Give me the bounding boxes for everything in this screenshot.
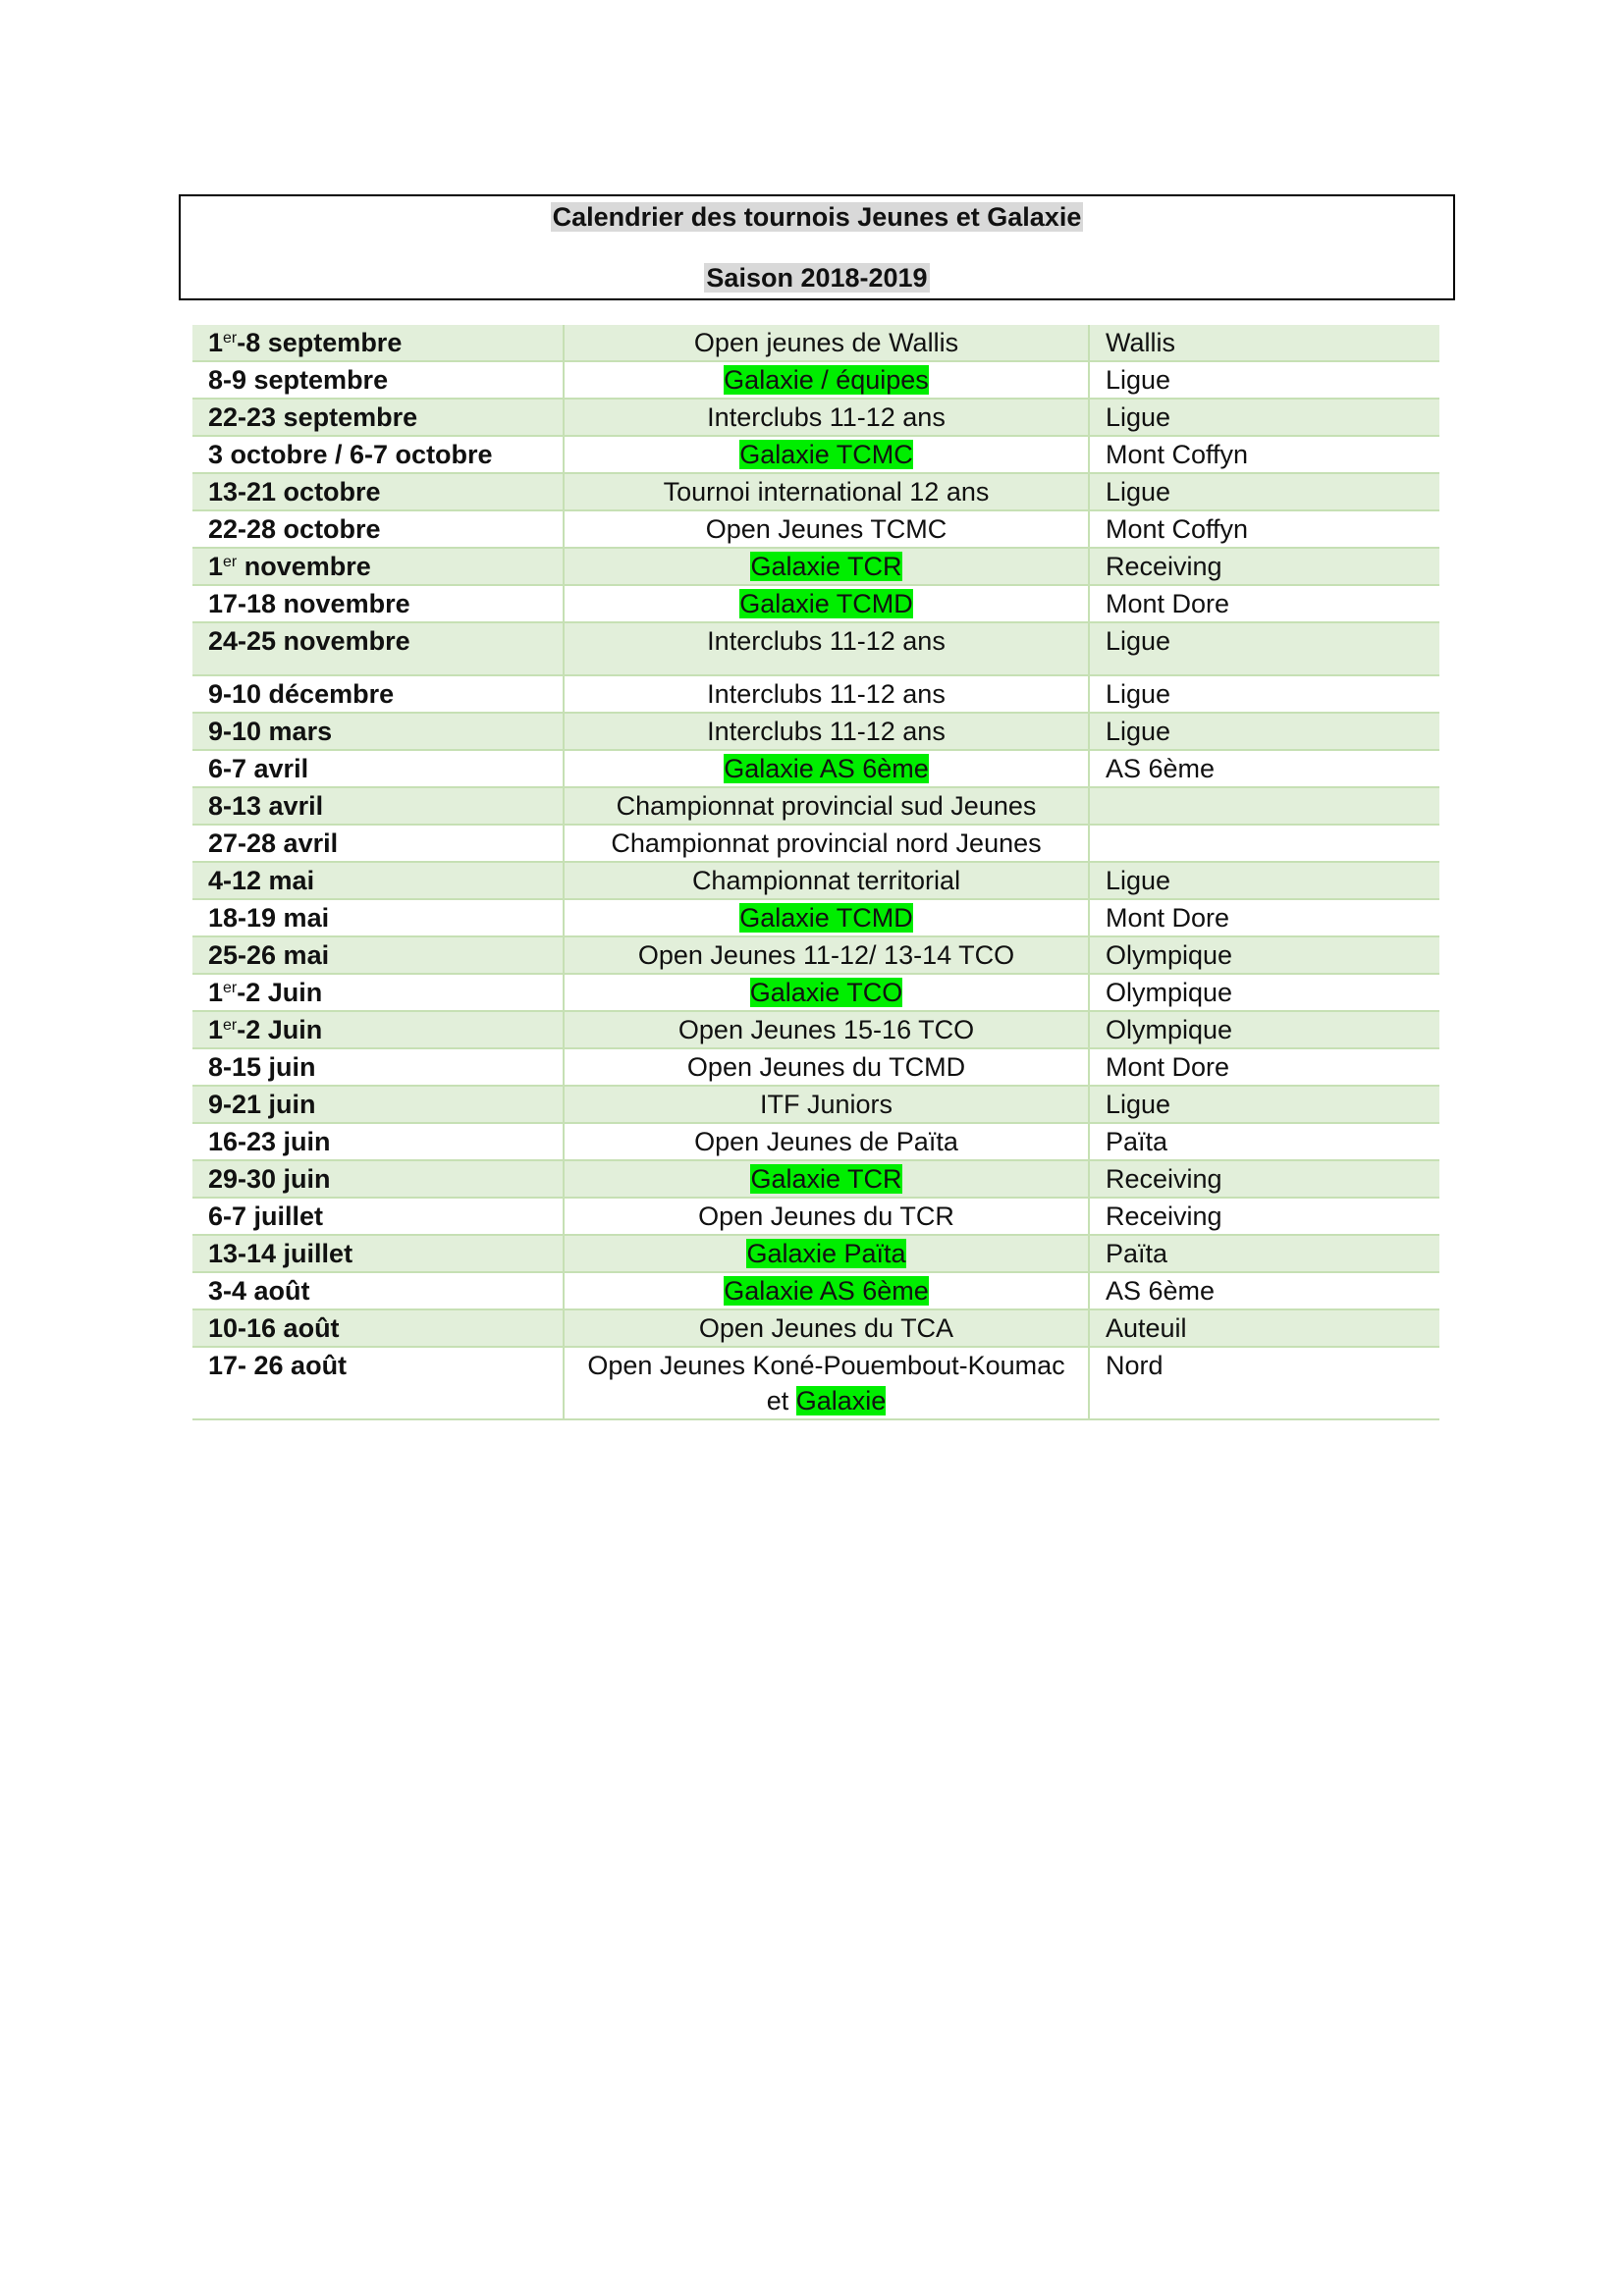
place-cell xyxy=(1089,899,1439,936)
date-text: -2 Juin xyxy=(237,1015,323,1044)
place-name: AS 6ème xyxy=(1106,1276,1216,1306)
place-cell xyxy=(1089,1123,1439,1160)
event-cell xyxy=(564,675,1089,713)
calendar-row xyxy=(192,936,1439,974)
event-name: Interclubs 11-12 ans xyxy=(707,679,946,709)
date-cell xyxy=(192,899,564,936)
place-cell xyxy=(1089,1347,1439,1419)
place-cell xyxy=(1089,1011,1439,1048)
place-name: Olympique xyxy=(1106,940,1233,970)
event-name: Galaxie / équipes xyxy=(724,365,929,395)
place-name: Wallis xyxy=(1106,328,1175,357)
event-name: Galaxie AS 6ème xyxy=(724,754,929,783)
event-cell xyxy=(564,1086,1089,1123)
calendar-row xyxy=(192,675,1439,713)
calendar-row xyxy=(192,825,1439,862)
event-name: Galaxie TCMC xyxy=(739,440,913,469)
place-cell xyxy=(1089,473,1439,510)
place-name: Mont Coffyn xyxy=(1106,440,1249,469)
place-cell xyxy=(1089,1048,1439,1086)
place-name: Ligue xyxy=(1106,402,1171,432)
place-cell xyxy=(1089,585,1439,622)
event-cell xyxy=(564,825,1089,862)
place-name: Païta xyxy=(1106,1127,1168,1156)
calendar-row xyxy=(192,1011,1439,1048)
place-name: Olympique xyxy=(1106,978,1233,1007)
event-name: Open Jeunes du TCR xyxy=(698,1201,954,1231)
date-cell xyxy=(192,1011,564,1048)
event-name-line2: et xyxy=(766,1386,796,1415)
event-cell xyxy=(564,974,1089,1011)
place-name: Receiving xyxy=(1106,1201,1222,1231)
event-name: Galaxie TCR xyxy=(750,552,902,581)
event-cell xyxy=(564,1198,1089,1235)
event-name-highlight: Galaxie xyxy=(795,1386,887,1415)
date-prefix: 1 xyxy=(208,552,224,581)
place-name: Mont Dore xyxy=(1106,1052,1230,1082)
date-ordinal-suffix: er xyxy=(223,330,238,347)
event-name: Open Jeunes 15-16 TCO xyxy=(677,1015,975,1044)
calendar-row xyxy=(192,899,1439,936)
event-cell xyxy=(564,899,1089,936)
event-cell xyxy=(564,548,1089,585)
calendar-row xyxy=(192,1272,1439,1309)
event-name: Galaxie TCMD xyxy=(739,589,913,618)
date-cell xyxy=(192,1272,564,1309)
event-name: Galaxie TCR xyxy=(750,1164,902,1194)
date-text: 6-7 juillet xyxy=(208,1201,324,1231)
place-cell xyxy=(1089,1309,1439,1347)
place-name: Ligue xyxy=(1106,477,1171,507)
event-cell xyxy=(564,936,1089,974)
calendar-row xyxy=(192,787,1439,825)
event-name: Championnat territorial xyxy=(691,866,961,895)
date-cell xyxy=(192,1160,564,1198)
date-prefix: 1 xyxy=(208,978,224,1007)
date-cell xyxy=(192,622,564,675)
event-name: Championnat provincial sud Jeunes xyxy=(616,791,1037,821)
date-ordinal-suffix: er xyxy=(223,554,238,570)
date-text: 25-26 mai xyxy=(208,940,330,970)
place-cell xyxy=(1089,1160,1439,1198)
place-name: Ligue xyxy=(1106,717,1171,746)
date-cell xyxy=(192,1048,564,1086)
calendar-row xyxy=(192,862,1439,899)
event-cell xyxy=(564,473,1089,510)
event-cell xyxy=(564,510,1089,548)
place-name: Mont Coffyn xyxy=(1106,514,1249,544)
event-name: Galaxie AS 6ème xyxy=(724,1276,929,1306)
event-name: ITF Juniors xyxy=(759,1090,893,1119)
date-text: 8-15 juin xyxy=(208,1052,316,1082)
event-cell xyxy=(564,1123,1089,1160)
date-text: 16-23 juin xyxy=(208,1127,331,1156)
calendar-row xyxy=(192,622,1439,675)
date-text: 24-25 novembre xyxy=(208,626,410,656)
event-name: Interclubs 11-12 ans xyxy=(707,717,946,746)
date-text: 8-9 septembre xyxy=(208,365,389,395)
calendar-row xyxy=(192,473,1439,510)
date-text: 9-10 décembre xyxy=(208,679,395,709)
date-text: 29-30 juin xyxy=(208,1164,331,1194)
date-cell xyxy=(192,585,564,622)
event-name: Open Jeunes de Païta xyxy=(694,1127,958,1156)
place-cell xyxy=(1089,936,1439,974)
date-cell xyxy=(192,1123,564,1160)
place-cell xyxy=(1089,675,1439,713)
place-cell xyxy=(1089,713,1439,750)
event-name: Interclubs 11-12 ans xyxy=(707,626,946,656)
date-prefix: 1 xyxy=(208,328,224,357)
event-cell xyxy=(564,1011,1089,1048)
place-name: AS 6ème xyxy=(1106,754,1216,783)
calendar-row xyxy=(192,974,1439,1011)
place-name: Auteuil xyxy=(1106,1313,1187,1343)
event-name: Open Jeunes du TCMD xyxy=(686,1052,966,1082)
date-cell xyxy=(192,974,564,1011)
place-name: Ligue xyxy=(1106,626,1171,656)
place-name: Mont Dore xyxy=(1106,903,1230,933)
calendar-row xyxy=(192,750,1439,787)
calendar-row xyxy=(192,1086,1439,1123)
document-title: Calendrier des tournois Jeunes et Galaxie xyxy=(552,202,1082,232)
date-cell xyxy=(192,862,564,899)
calendar-row xyxy=(192,361,1439,399)
place-cell xyxy=(1089,750,1439,787)
place-cell xyxy=(1089,1198,1439,1235)
calendar-row xyxy=(192,1235,1439,1272)
event-name: Tournoi international 12 ans xyxy=(663,477,990,507)
date-cell xyxy=(192,1198,564,1235)
date-cell xyxy=(192,750,564,787)
place-cell xyxy=(1089,825,1439,862)
calendar-row xyxy=(192,548,1439,585)
event-cell xyxy=(564,1160,1089,1198)
place-name: Olympique xyxy=(1106,1015,1233,1044)
place-cell xyxy=(1089,974,1439,1011)
place-cell xyxy=(1089,325,1439,361)
place-name: Receiving xyxy=(1106,552,1222,581)
date-cell xyxy=(192,675,564,713)
event-name: Galaxie Païta xyxy=(746,1239,906,1268)
calendar-row xyxy=(192,325,1439,361)
calendar-row xyxy=(192,436,1439,473)
event-cell xyxy=(564,787,1089,825)
calendar-row xyxy=(192,1309,1439,1347)
place-name: Ligue xyxy=(1106,679,1171,709)
date-text: 10-16 août xyxy=(208,1313,340,1343)
date-text: 22-23 septembre xyxy=(208,402,418,432)
date-text: 4-12 mai xyxy=(208,866,315,895)
event-name: Open Jeunes TCMC xyxy=(705,514,947,544)
event-cell xyxy=(564,325,1089,361)
event-name: Galaxie TCO xyxy=(749,978,903,1007)
event-cell xyxy=(564,361,1089,399)
event-cell xyxy=(564,1347,1089,1419)
date-text: 8-13 avril xyxy=(208,791,324,821)
date-text: -2 Juin xyxy=(237,978,323,1007)
place-cell xyxy=(1089,510,1439,548)
date-text: 27-28 avril xyxy=(208,828,339,858)
date-text: -8 septembre xyxy=(237,328,403,357)
date-text: 3-4 août xyxy=(208,1276,310,1306)
place-name: Nord xyxy=(1106,1351,1164,1380)
place-name: Mont Dore xyxy=(1106,589,1230,618)
date-text: 17-18 novembre xyxy=(208,589,410,618)
event-cell xyxy=(564,622,1089,675)
event-cell xyxy=(564,1048,1089,1086)
date-prefix: 1 xyxy=(208,1015,224,1044)
calendar-row xyxy=(192,1123,1439,1160)
event-name: Open Jeunes 11-12/ 13-14 TCO xyxy=(637,940,1015,970)
date-cell xyxy=(192,399,564,436)
calendar-row xyxy=(192,713,1439,750)
place-cell xyxy=(1089,787,1439,825)
date-text: 6-7 avril xyxy=(208,754,309,783)
event-cell xyxy=(564,585,1089,622)
calendar-body xyxy=(192,325,1439,1419)
event-name: Open Jeunes Koné-Pouembout-Koumac xyxy=(587,1351,1065,1380)
calendar-row xyxy=(192,585,1439,622)
title-box xyxy=(179,194,1455,300)
date-ordinal-suffix: er xyxy=(223,980,238,996)
place-cell xyxy=(1089,436,1439,473)
tournament-calendar-table xyxy=(192,325,1439,1420)
date-cell xyxy=(192,548,564,585)
date-text: 13-21 octobre xyxy=(208,477,381,507)
event-cell xyxy=(564,713,1089,750)
date-cell xyxy=(192,436,564,473)
event-cell xyxy=(564,862,1089,899)
date-cell xyxy=(192,713,564,750)
place-cell xyxy=(1089,361,1439,399)
date-text: novembre xyxy=(237,552,371,581)
place-name: Receiving xyxy=(1106,1164,1222,1194)
event-name: Open Jeunes du TCA xyxy=(698,1313,954,1343)
event-name: Championnat provincial nord Jeunes xyxy=(611,828,1042,858)
calendar-row xyxy=(192,1160,1439,1198)
date-cell xyxy=(192,1347,564,1419)
date-text: 18-19 mai xyxy=(208,903,330,933)
date-text: 13-14 juillet xyxy=(208,1239,353,1268)
date-cell xyxy=(192,1309,564,1347)
event-cell xyxy=(564,750,1089,787)
date-cell xyxy=(192,361,564,399)
place-cell xyxy=(1089,622,1439,675)
calendar-row xyxy=(192,1198,1439,1235)
date-ordinal-suffix: er xyxy=(223,1017,238,1034)
date-cell xyxy=(192,325,564,361)
date-text: 9-21 juin xyxy=(208,1090,316,1119)
place-cell xyxy=(1089,862,1439,899)
place-cell xyxy=(1089,399,1439,436)
date-cell xyxy=(192,787,564,825)
place-cell xyxy=(1089,1086,1439,1123)
place-cell xyxy=(1089,548,1439,585)
place-name: Ligue xyxy=(1106,866,1171,895)
place-cell xyxy=(1089,1272,1439,1309)
event-name: Interclubs 11-12 ans xyxy=(707,402,946,432)
date-text: 9-10 mars xyxy=(208,717,333,746)
date-cell xyxy=(192,936,564,974)
place-cell xyxy=(1089,1235,1439,1272)
event-cell xyxy=(564,1235,1089,1272)
date-cell xyxy=(192,473,564,510)
event-cell xyxy=(564,1272,1089,1309)
date-text: 22-28 octobre xyxy=(208,514,381,544)
event-name: Galaxie TCMD xyxy=(739,903,913,933)
date-text: 3 octobre / 6-7 octobre xyxy=(208,440,493,469)
event-name: Open jeunes de Wallis xyxy=(693,328,959,357)
calendar-row xyxy=(192,399,1439,436)
date-cell xyxy=(192,1235,564,1272)
calendar-row xyxy=(192,510,1439,548)
date-cell xyxy=(192,1086,564,1123)
event-cell xyxy=(564,1309,1089,1347)
place-name: Païta xyxy=(1106,1239,1168,1268)
calendar-row xyxy=(192,1347,1439,1419)
event-cell xyxy=(564,399,1089,436)
event-cell xyxy=(564,436,1089,473)
place-name: Ligue xyxy=(1106,365,1171,395)
date-text: 17- 26 août xyxy=(208,1351,348,1380)
date-cell xyxy=(192,825,564,862)
calendar-row xyxy=(192,1048,1439,1086)
season-title: Saison 2018-2019 xyxy=(706,263,928,293)
date-cell xyxy=(192,510,564,548)
place-name: Ligue xyxy=(1106,1090,1171,1119)
